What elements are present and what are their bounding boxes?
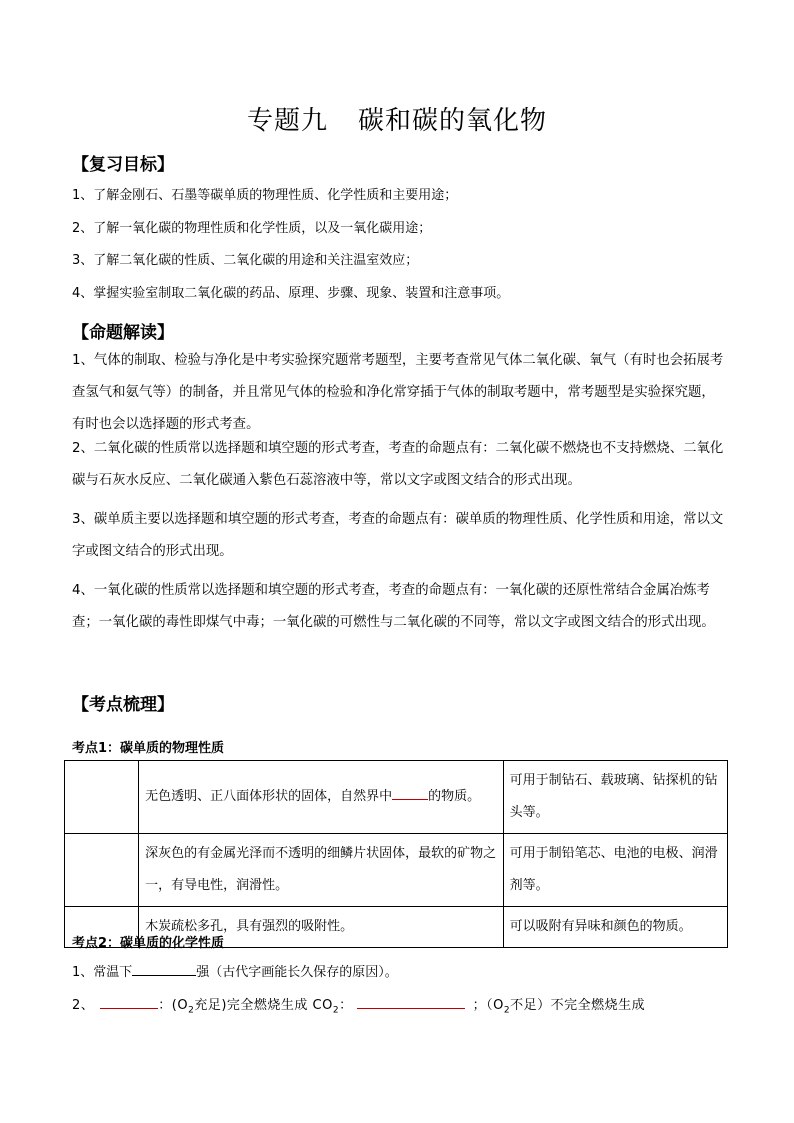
kd1-label: 考点1：碳单质的物理性质 [72, 741, 225, 756]
kd2-line2-b: ：(O [158, 998, 189, 1013]
subscript: 2 [332, 1005, 340, 1016]
interpret-para: 1、气体的制取、检验与净化是中考实验探究题常考题型，主要考查常见气体二氧化碳、氧气（有时也会拓展考查氢气和氨气等）的制备，并且常见气体的检验和净化常穿插于气体的制取考题中，常考题型是实验探究题，有时也会以选择题的形式考查。 [72, 353, 724, 432]
kd2-line2-f: 不足）不完全燃烧生成 [510, 998, 646, 1013]
table-cell-desc: 木炭疏松多孔，具有强烈的吸附性。 [139, 907, 504, 948]
review-heading: 【复习目标】 [72, 155, 174, 175]
kd2-label: 考点2：碳单质的化学性质 [72, 936, 225, 951]
carbon-physical-table [64, 760, 728, 948]
page-title [0, 100, 794, 137]
desc-text: 的物质。 [428, 789, 481, 804]
points-heading: 【考点梳理】 [72, 695, 174, 715]
fill-blank[interactable] [357, 994, 465, 1009]
kd2-line2 [72, 994, 724, 1021]
subscript: 2 [188, 1005, 195, 1016]
title-part2: 碳和碳的氧化物 [358, 106, 548, 136]
table-cell-name [65, 834, 139, 907]
review-item: 1、了解金刚石、石墨等碳单质的物理性质、化学性质和主要用途； [72, 188, 458, 203]
interpret-para: 3、碳单质主要以选择题和填空题的形式考查，考查的命题点有：碳单质的物理性质、化学性质和用途，常以文字或图文结合的形式出现。 [72, 512, 724, 559]
kd2-line2-a: 2、 [72, 998, 95, 1013]
table-cell-use: 可用于制铅笔芯、电池的电极、润滑剂等。 [503, 834, 727, 907]
table-row [65, 834, 728, 907]
interpret-heading: 【命题解读】 [72, 323, 174, 343]
fill-blank[interactable] [132, 961, 196, 976]
kd2-line1 [72, 961, 724, 983]
table-cell-desc: 深灰色的有金属光泽而不透明的细鳞片状固体，最软的矿物之一，有导电性，润滑性。 [139, 834, 504, 907]
subscript: 2 [503, 1005, 511, 1016]
table-cell-name [65, 761, 139, 834]
review-item: 3、了解二氧化碳的性质、二氧化碳的用途和关注温室效应； [72, 253, 419, 268]
kd2-line2-e: ；（O [472, 998, 504, 1013]
fill-blank[interactable] [100, 994, 158, 1009]
table-cell-use: 可以吸附有异味和颜色的物质。 [503, 907, 727, 948]
table-cell-use: 可用于制钻石、载玻璃、钻探机的钻头等。 [503, 761, 727, 834]
title-part1: 专题九 [246, 106, 328, 136]
table-row [65, 761, 728, 834]
kd2-line2-c: 充足)完全燃烧生成 CO [194, 998, 333, 1013]
review-item: 4、掌握实验室制取二氧化碳的药品、原理、步骤、现象、装置和注意事项。 [72, 286, 510, 301]
kd2-line1-pre: 1、常温下 [72, 965, 133, 980]
interpret-para: 4、一氧化碳的性质常以选择题和填空题的形式考查，考查的命题点有：一氧化碳的还原性常结合金属冶炼考查；一氧化碳的毒性即煤气中毒；一氧化碳的可燃性与二氧化碳的不同等，常以文字或图文结合的形式出现。 [72, 583, 715, 630]
interpret-para: 2、二氧化碳的性质常以选择题和填空题的形式考查，考查的命题点有：二氧化碳不燃烧也不支持燃烧、二氧化碳与石灰水反应、二氧化碳通入紫色石蕊溶液中等，常以文字或图文结合的形式出现。 [72, 441, 724, 488]
desc-text: 无色透明、正八面体形状的固体，自然界中 [145, 789, 393, 804]
fill-blank[interactable] [392, 785, 428, 800]
kd2-line1-post: 强（古代字画能长久保存的原因）。 [196, 965, 398, 980]
table-cell-desc [139, 761, 504, 834]
kd2-line2-d: ： [339, 998, 353, 1013]
review-item: 2、了解一氧化碳的物理性质和化学性质，以及一氧化碳用途； [72, 221, 432, 236]
